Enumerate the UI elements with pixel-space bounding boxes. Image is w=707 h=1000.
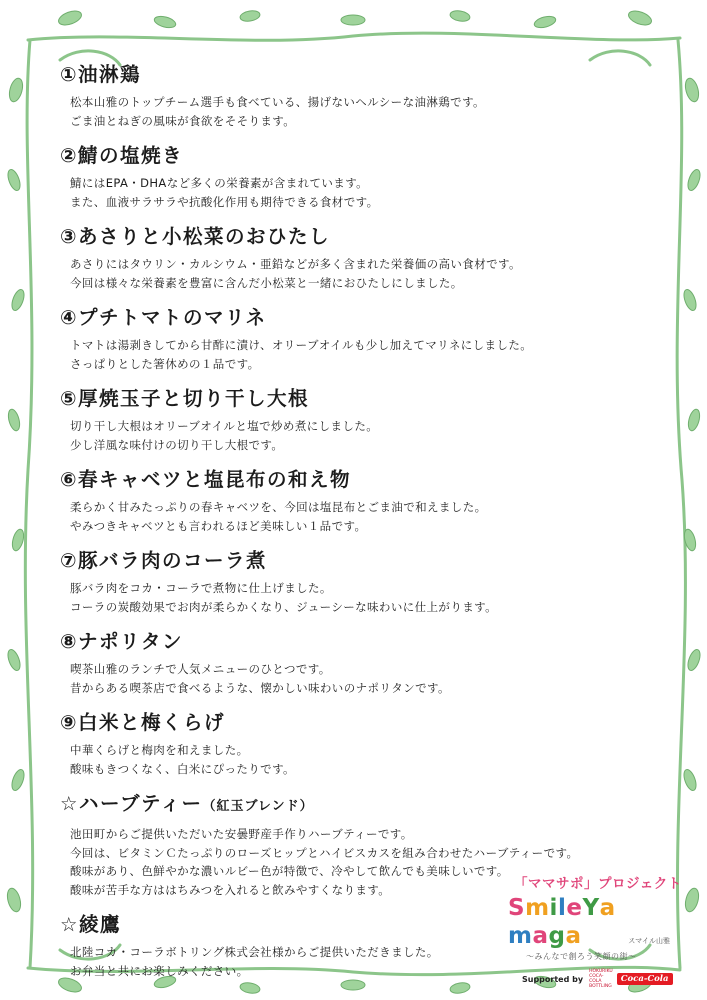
menu-item <box>60 224 660 292</box>
menu-item-desc-line: 松本山雅のトップチーム選手も食べている、揚げないヘルシーな油淋鶏です。 <box>70 95 485 109</box>
logo-letter: e <box>566 895 583 921</box>
bottler-logo: HOKURIKU COCA-COLA BOTTLING <box>589 969 613 989</box>
menu-item-subtitle: （紅玉ブレンド） <box>202 799 314 814</box>
menu-item-desc-line: 柔らかく甘みたっぷりの春キャベツを、今回は塩昆布とごま油で和えました。 <box>70 500 487 514</box>
menu-item-desc-line: 中華くらげと梅肉を和えました。 <box>70 743 249 757</box>
menu-item <box>60 467 660 535</box>
logo-letter: g <box>548 923 566 949</box>
menu-item-desc-line: あさりにはタウリン・カルシウム・亜鉛などが多く含まれた栄養価の高い食材です。 <box>70 257 521 271</box>
menu-item-title: ④プチトマトのマリネ <box>60 306 267 329</box>
menu-list <box>60 62 660 993</box>
logo-letter: a <box>599 895 616 921</box>
menu-item-desc-line: 酸味もきつくなく、白米にぴったりです。 <box>70 761 295 776</box>
logo-letter: a <box>532 923 549 949</box>
logo-letter: S <box>508 895 526 921</box>
menu-item-desc-line: ごま油とねぎの風味が食欲をそそります。 <box>70 113 296 128</box>
menu-item-title: ⑧ナポリタン <box>60 630 184 653</box>
menu-item-desc-line: 切り干し大根はオリーブオイルと塩で炒め煮にしました。 <box>70 419 379 433</box>
menu-item-desc-line: 今回は、ビタミンＣたっぷりのローズヒップとハイビスカスを組み合わせたハーブティーです。 <box>70 845 579 860</box>
menu-item-title <box>60 791 660 820</box>
logo-letter: a <box>565 923 582 949</box>
tagline: 〜みんなで創ろう笑顔の街〜 <box>526 952 637 961</box>
menu-item <box>60 548 660 616</box>
menu-item <box>60 386 660 454</box>
menu-item-desc-line: 豚バラ肉をコカ・コーラで煮物に仕上げました。 <box>70 581 332 595</box>
logo-letter: Y <box>582 895 600 921</box>
menu-item <box>60 143 660 211</box>
menu-item-desc-line: お弁当と共にお楽しみください。 <box>70 963 249 978</box>
menu-item-title: ⑨白米と梅くらげ <box>60 711 226 734</box>
logo-subtitle: スマイル山雅 <box>628 937 670 945</box>
smile-yamaga-logo <box>508 894 670 950</box>
menu-item-desc-line: 酸味があり、色鮮やかな濃いルビー色が特徴で、冷やして飲んでも美味しいです。 <box>70 864 509 878</box>
menu-item-desc-line: 酸味が苦手な方ははちみつを入れると飲みやすくなります。 <box>70 882 391 897</box>
menu-item-title-text: ☆ハーブティー <box>60 792 203 815</box>
menu-item-title: ③あさりと小松菜のおひたし <box>60 225 331 248</box>
menu-item-title: ☆綾鷹 <box>60 913 121 936</box>
menu-item-desc-line: 今回は様々な栄養素を豊富に含んだ小松菜と一緒におひたしにしました。 <box>70 275 463 290</box>
menu-item-desc-line: さっぱりとした箸休めの１品です。 <box>70 356 260 371</box>
menu-item-desc-line: 少し洋風な味付けの切り干し大根です。 <box>70 437 284 452</box>
menu-item <box>60 62 660 130</box>
menu-item-desc-line: やみつきキャベツとも言われるほど美味しい１品です。 <box>70 518 367 533</box>
logo-letter: l <box>557 895 567 921</box>
sponsor-row <box>522 969 670 989</box>
menu-item <box>60 629 660 697</box>
menu-item-desc-line: 鯖にはEPA・DHAなど多くの栄養素が含まれています。 <box>70 176 369 190</box>
menu-item <box>60 710 660 778</box>
menu-item-title: ⑤厚焼玉子と切り干し大根 <box>60 387 310 410</box>
menu-item-desc-line: トマトは湯剥きしてから甘酢に漬け、オリーブオイルも少し加えてマリネにしました。 <box>70 338 533 352</box>
supported-by-label: Supported by <box>522 974 584 984</box>
mamasapo-promo-block <box>508 872 682 989</box>
project-title: 「ママサポ」プロジェクト <box>514 876 682 892</box>
menu-item-desc-line: 池田町からご提供いただいた安曇野産手作りハーブティーです。 <box>70 827 413 841</box>
menu-item-title: ①油淋鶏 <box>60 63 142 86</box>
menu-item-desc-line: 喫茶山雅のランチで人気メニューのひとつです。 <box>70 662 331 676</box>
logo-letter: m <box>525 895 550 921</box>
menu-item-title: ⑦豚バラ肉のコーラ煮 <box>60 549 268 572</box>
menu-item-desc-line: また、血液サラサラや抗酸化作用も期待できる食材です。 <box>70 194 379 209</box>
menu-item-desc-line: 昔からある喫茶店で食べるような、懐かしい味わいのナポリタンです。 <box>70 680 450 695</box>
coca-cola-logo: Coca-Cola <box>617 973 673 985</box>
menu-item-title: ⑥春キャベツと塩昆布の和え物 <box>60 468 352 491</box>
logo-wordmark <box>508 894 626 950</box>
menu-item <box>60 305 660 373</box>
logo-letter: i <box>549 895 558 921</box>
logo-letter: m <box>508 923 533 949</box>
menu-item-desc-line: コーラの炭酸効果でお肉が柔らかくなり、ジューシーな味わいに仕上がります。 <box>70 599 498 614</box>
menu-item-desc-line: 北陸コカ・コーラボトリング株式会社様からご提供いただきました。 <box>70 945 439 959</box>
menu-item-title: ②鯖の塩焼き <box>60 144 184 167</box>
